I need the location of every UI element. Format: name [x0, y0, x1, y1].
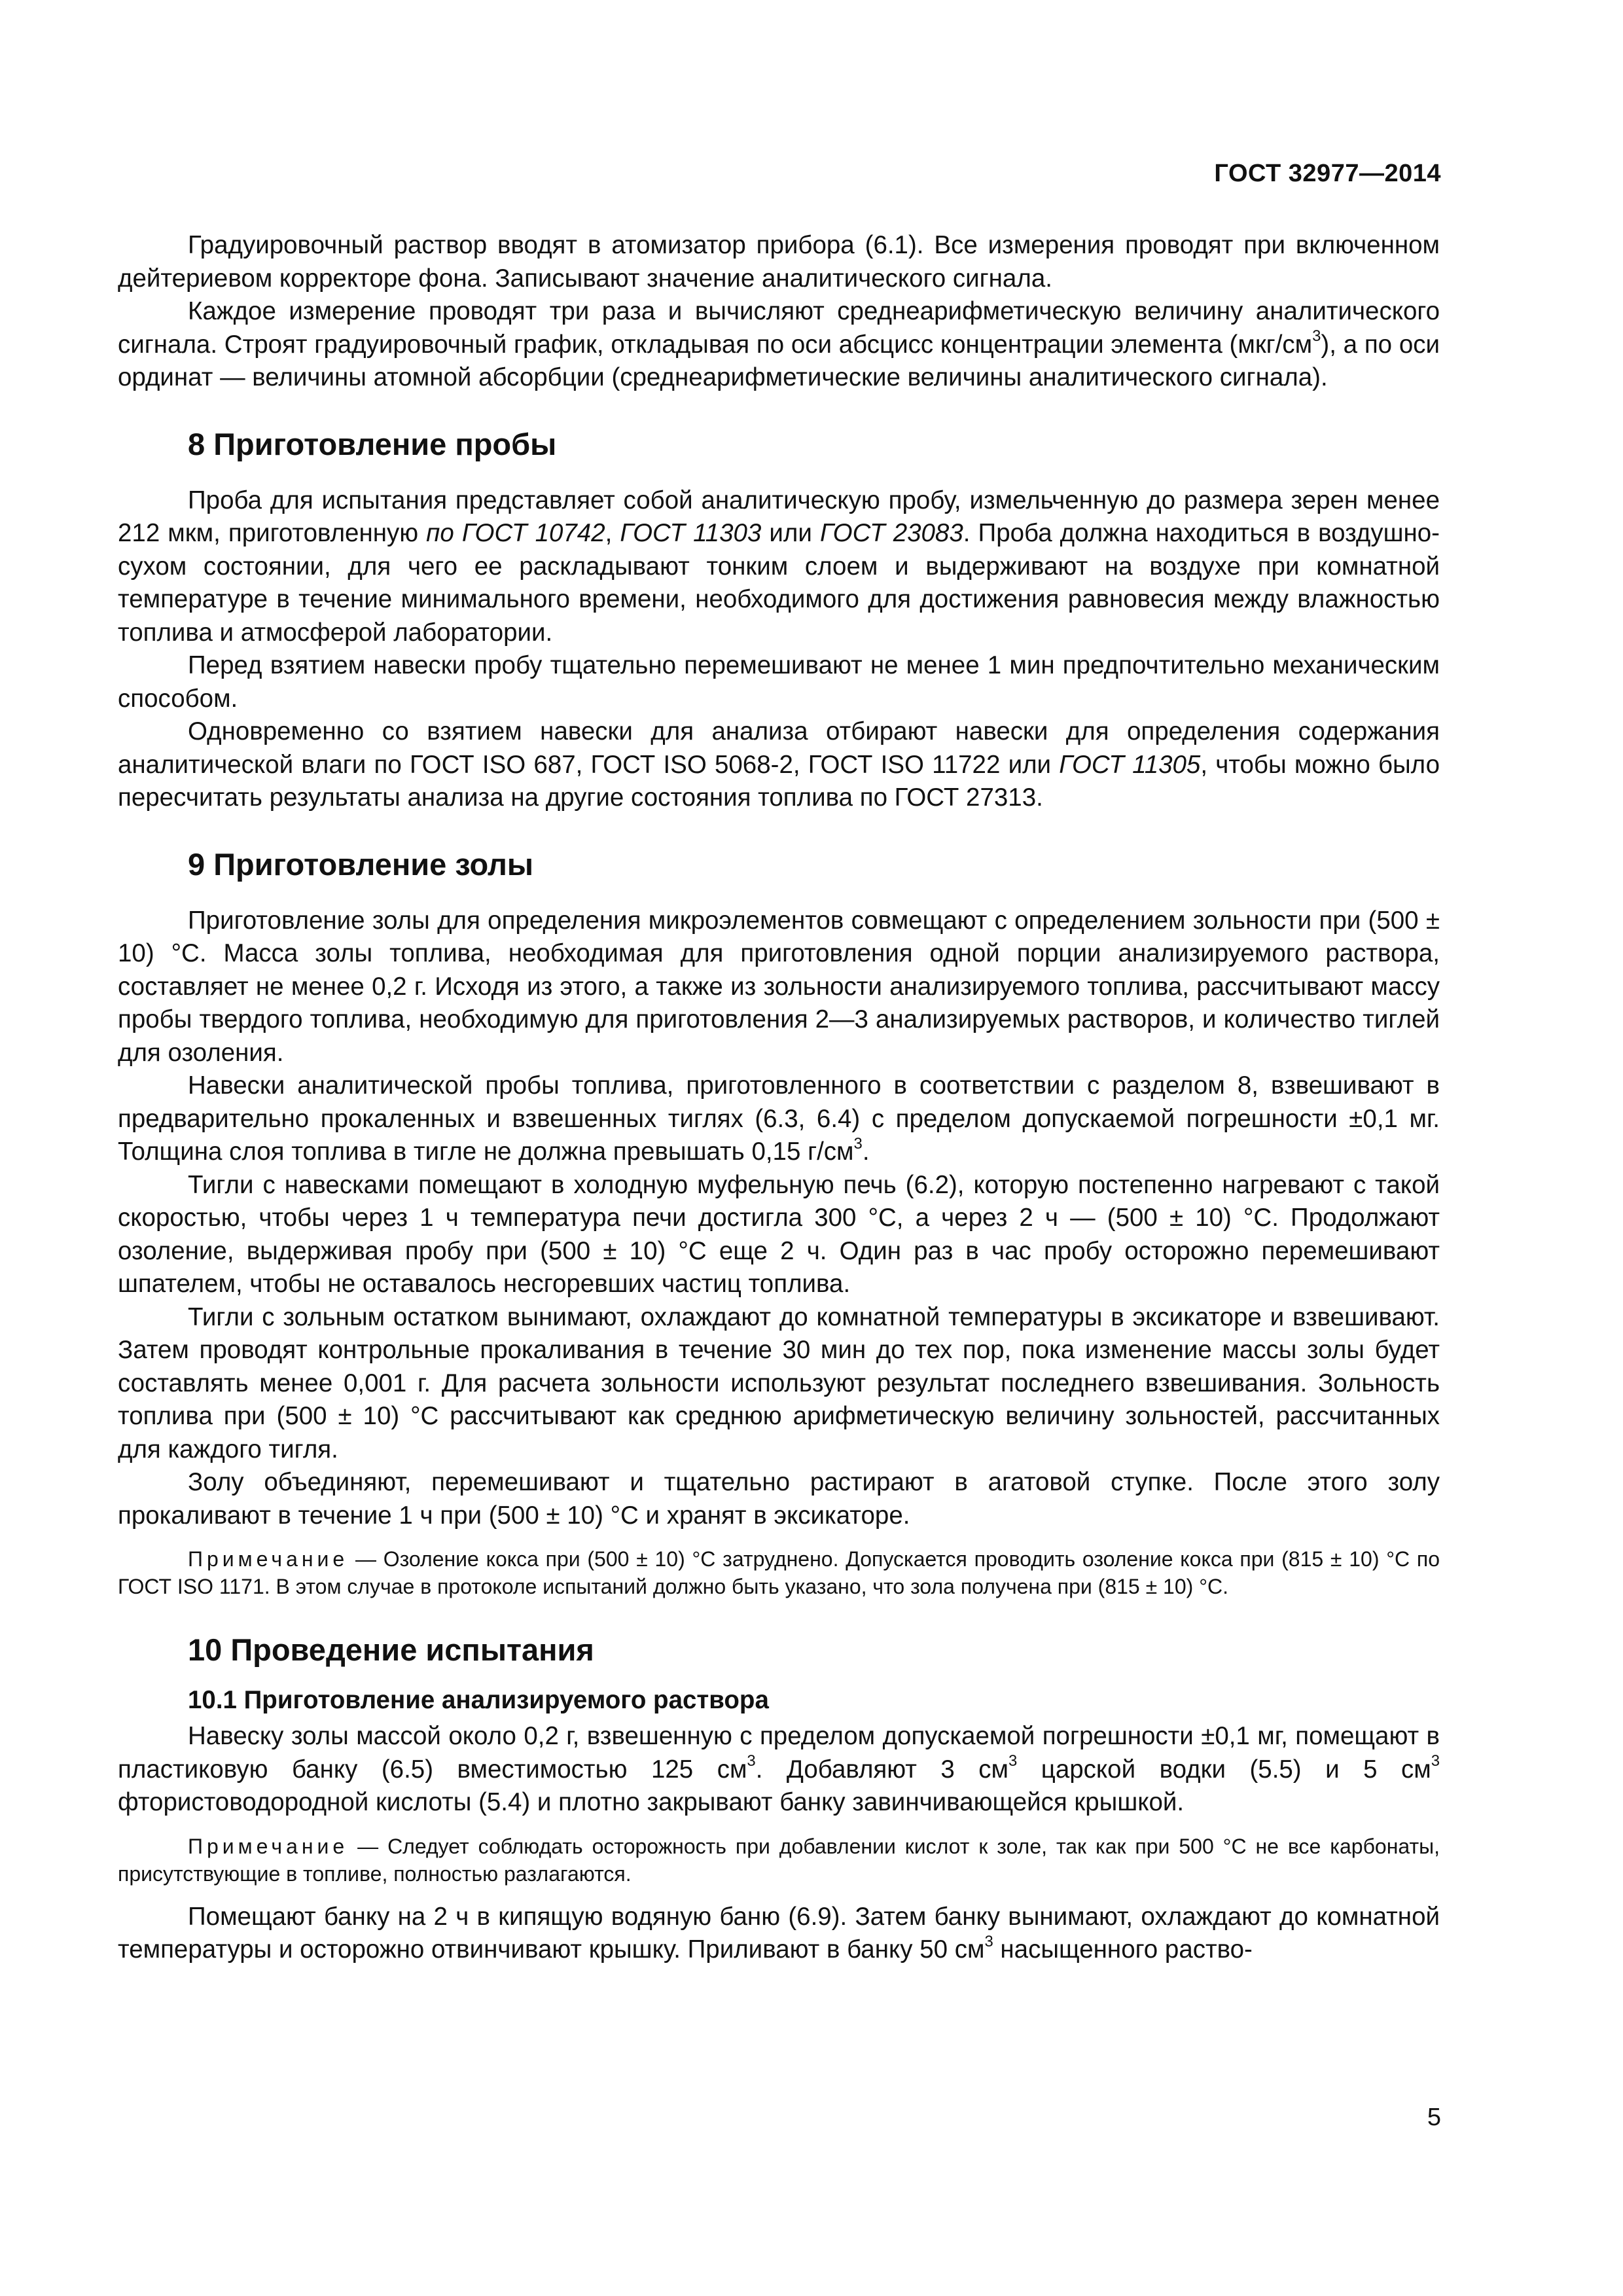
- intro-paragraph-1: Градуировочный раствор вводят в атомизатор прибора (6.1). Все измерения проводят при включенном дейтериевом корректоре фона. Записывают значение аналитического сигнала.: [118, 231, 1440, 293]
- page-number: 5: [1427, 2104, 1441, 2131]
- section-8-title: 8 Приготовление пробы: [188, 426, 557, 461]
- note-label: Примечание: [188, 1547, 349, 1571]
- page-body: [118, 229, 1440, 1967]
- section-8-paragraph-3: Одновременно со взятием навески для анализа отбирают навески для определения содержания аналитической влаги по ГОСТ ISO 687, ГОСТ ISO 5068-2, ГОСТ ISO 11722 или ГОСТ 11305, чтобы можно было пересчитать результаты анализа на другие состояния топлива по ГОСТ 27313.: [118, 717, 1440, 812]
- section-8-paragraph-1: Проба для испытания представляет собой аналитическую пробу, измельченную до размера зерен менее 212 мкм, приготовленную по ГОСТ 10742, ГОСТ 11303 или ГОСТ 23083. Проба должна находиться в воздушно-сухом состоянии, для чего ее раскладывают тонким слоем и выдерживают на воздухе при комнатной температуре в течение минимального времени, необходимого для достижения равновесия между влажностью топлива и атмосферой лаборатории.: [118, 486, 1440, 647]
- intro-paragraph-2: Каждое измерение проводят три раза и вычисляют среднеарифметическую величину аналитического сигнала. Строят градуировочный график, откладывая по оси абсцисс концентрации элемента $(мкг/см^3)$, а по оси ординат — величины атомной абсорбции (среднеарифметические величины аналитического сигнала).: [118, 297, 1440, 391]
- section-10-title: 10 Проведение испытания: [188, 1632, 594, 1667]
- section-8-paragraph-2: Перед взятием навески пробу тщательно перемешивают не менее 1 мин предпочтительно механическим способом.: [118, 651, 1440, 713]
- section-10-paragraph-1: Навеску золы массой около 0,2 г, взвешенную с пределом допускаемой погрешности ±0,1 мг, помещают в пластиковую банку (6.5) вместимостью 125 $см^3$. Добавляют 3 $см^3$ царской водки (5.5) и 5 $см^3$ фтористоводородной кислоты (5.4) и плотно закрывают банку завинчивающейся крышкой.: [118, 1722, 1440, 1816]
- section-9-paragraph-2: Навески аналитической пробы топлива, приготовленного в соответствии с разделом 8, взвешивают в предварительно прокаленных и взвешенных тиглях (6.3, 6.4) с пределом допускаемой погрешности ±0,1 мг. Толщина слоя топлива в тигле не должна превышать 0,15 $г/см^3$.: [118, 1071, 1440, 1166]
- section-9-paragraph-4: Тигли с зольным остатком вынимают, охлаждают до комнатной температуры в эксикаторе и взвешивают. Затем проводят контрольные прокаливания в течение 30 мин до тех пор, пока изменение массы золы будет составлять менее 0,001 г. Для расчета зольности используют результат последнего взвешивания. Зольность топлива при (500 ± 10) °С рассчитывают как среднюю арифметическую величину зольностей, рассчитанных для каждого тигля.: [118, 1302, 1440, 1463]
- section-9-paragraph-5: Золу объединяют, перемешивают и тщательно растирают в агатовой ступке. После этого золу прокаливают в течение 1 ч при (500 ± 10) °С и хранят в эксикаторе.: [118, 1468, 1440, 1530]
- section-9-title: 9 Приготовление золы: [188, 846, 534, 882]
- section-10-note: Примечание — Следует соблюдать осторожность при добавлении кислот к золе, так как при 500 °С не все карбонаты, присутствующие в топливе, полностью разлагаются.: [118, 1834, 1440, 1886]
- section-9-paragraph-1: Приготовление золы для определения микроэлементов совмещают с определением зольности при (500 ± 10) °С. Масса золы топлива, необходимая для приготовления одной порции анализируемого раствора, составляет не менее 0,2 г. Исходя из этого, а также из зольности анализируемого топлива, рассчитывают массу пробы твердого топлива, необходимую для приготовления 2—3 анализируемых растворов, и количество тиглей для озоления.: [118, 906, 1440, 1067]
- note-label: Примечание: [188, 1834, 349, 1858]
- section-9-note: Примечание — Озоление кокса при (500 ± 10) °С затруднено. Допускается проводить озоление кокса при (815 ± 10) °С по ГОСТ ISO 1171. В этом случае в протоколе испытаний должно быть указано, что зола получена при (815 ± 10) °С.: [118, 1547, 1440, 1598]
- document-header: ГОСТ 32977—2014: [1214, 160, 1441, 187]
- section-9-paragraph-3: Тигли с навесками помещают в холодную муфельную печь (6.2), которую постепенно нагревают с такой скоростью, чтобы через 1 ч температура печи достигла 300 °С, а через 2 ч — (500 ± 10) °С. Продолжают озоление, выдерживая пробу при (500 ± 10) °С еще 2 ч. Один раз в час пробу осторожно перемешивают шпателем, чтобы не оставалось несгоревших частиц топлива.: [118, 1170, 1440, 1298]
- subsection-10-1-title: 10.1 Приготовление анализируемого раствора: [188, 1686, 769, 1714]
- section-10-paragraph-2: Помещают банку на 2 ч в кипящую водяную баню (6.9). Затем банку вынимают, охлаждают до комнатной температуры и осторожно отвинчивают крышку. Приливают в банку 50 $см^3$ насыщенного раство-: [118, 1902, 1440, 1964]
